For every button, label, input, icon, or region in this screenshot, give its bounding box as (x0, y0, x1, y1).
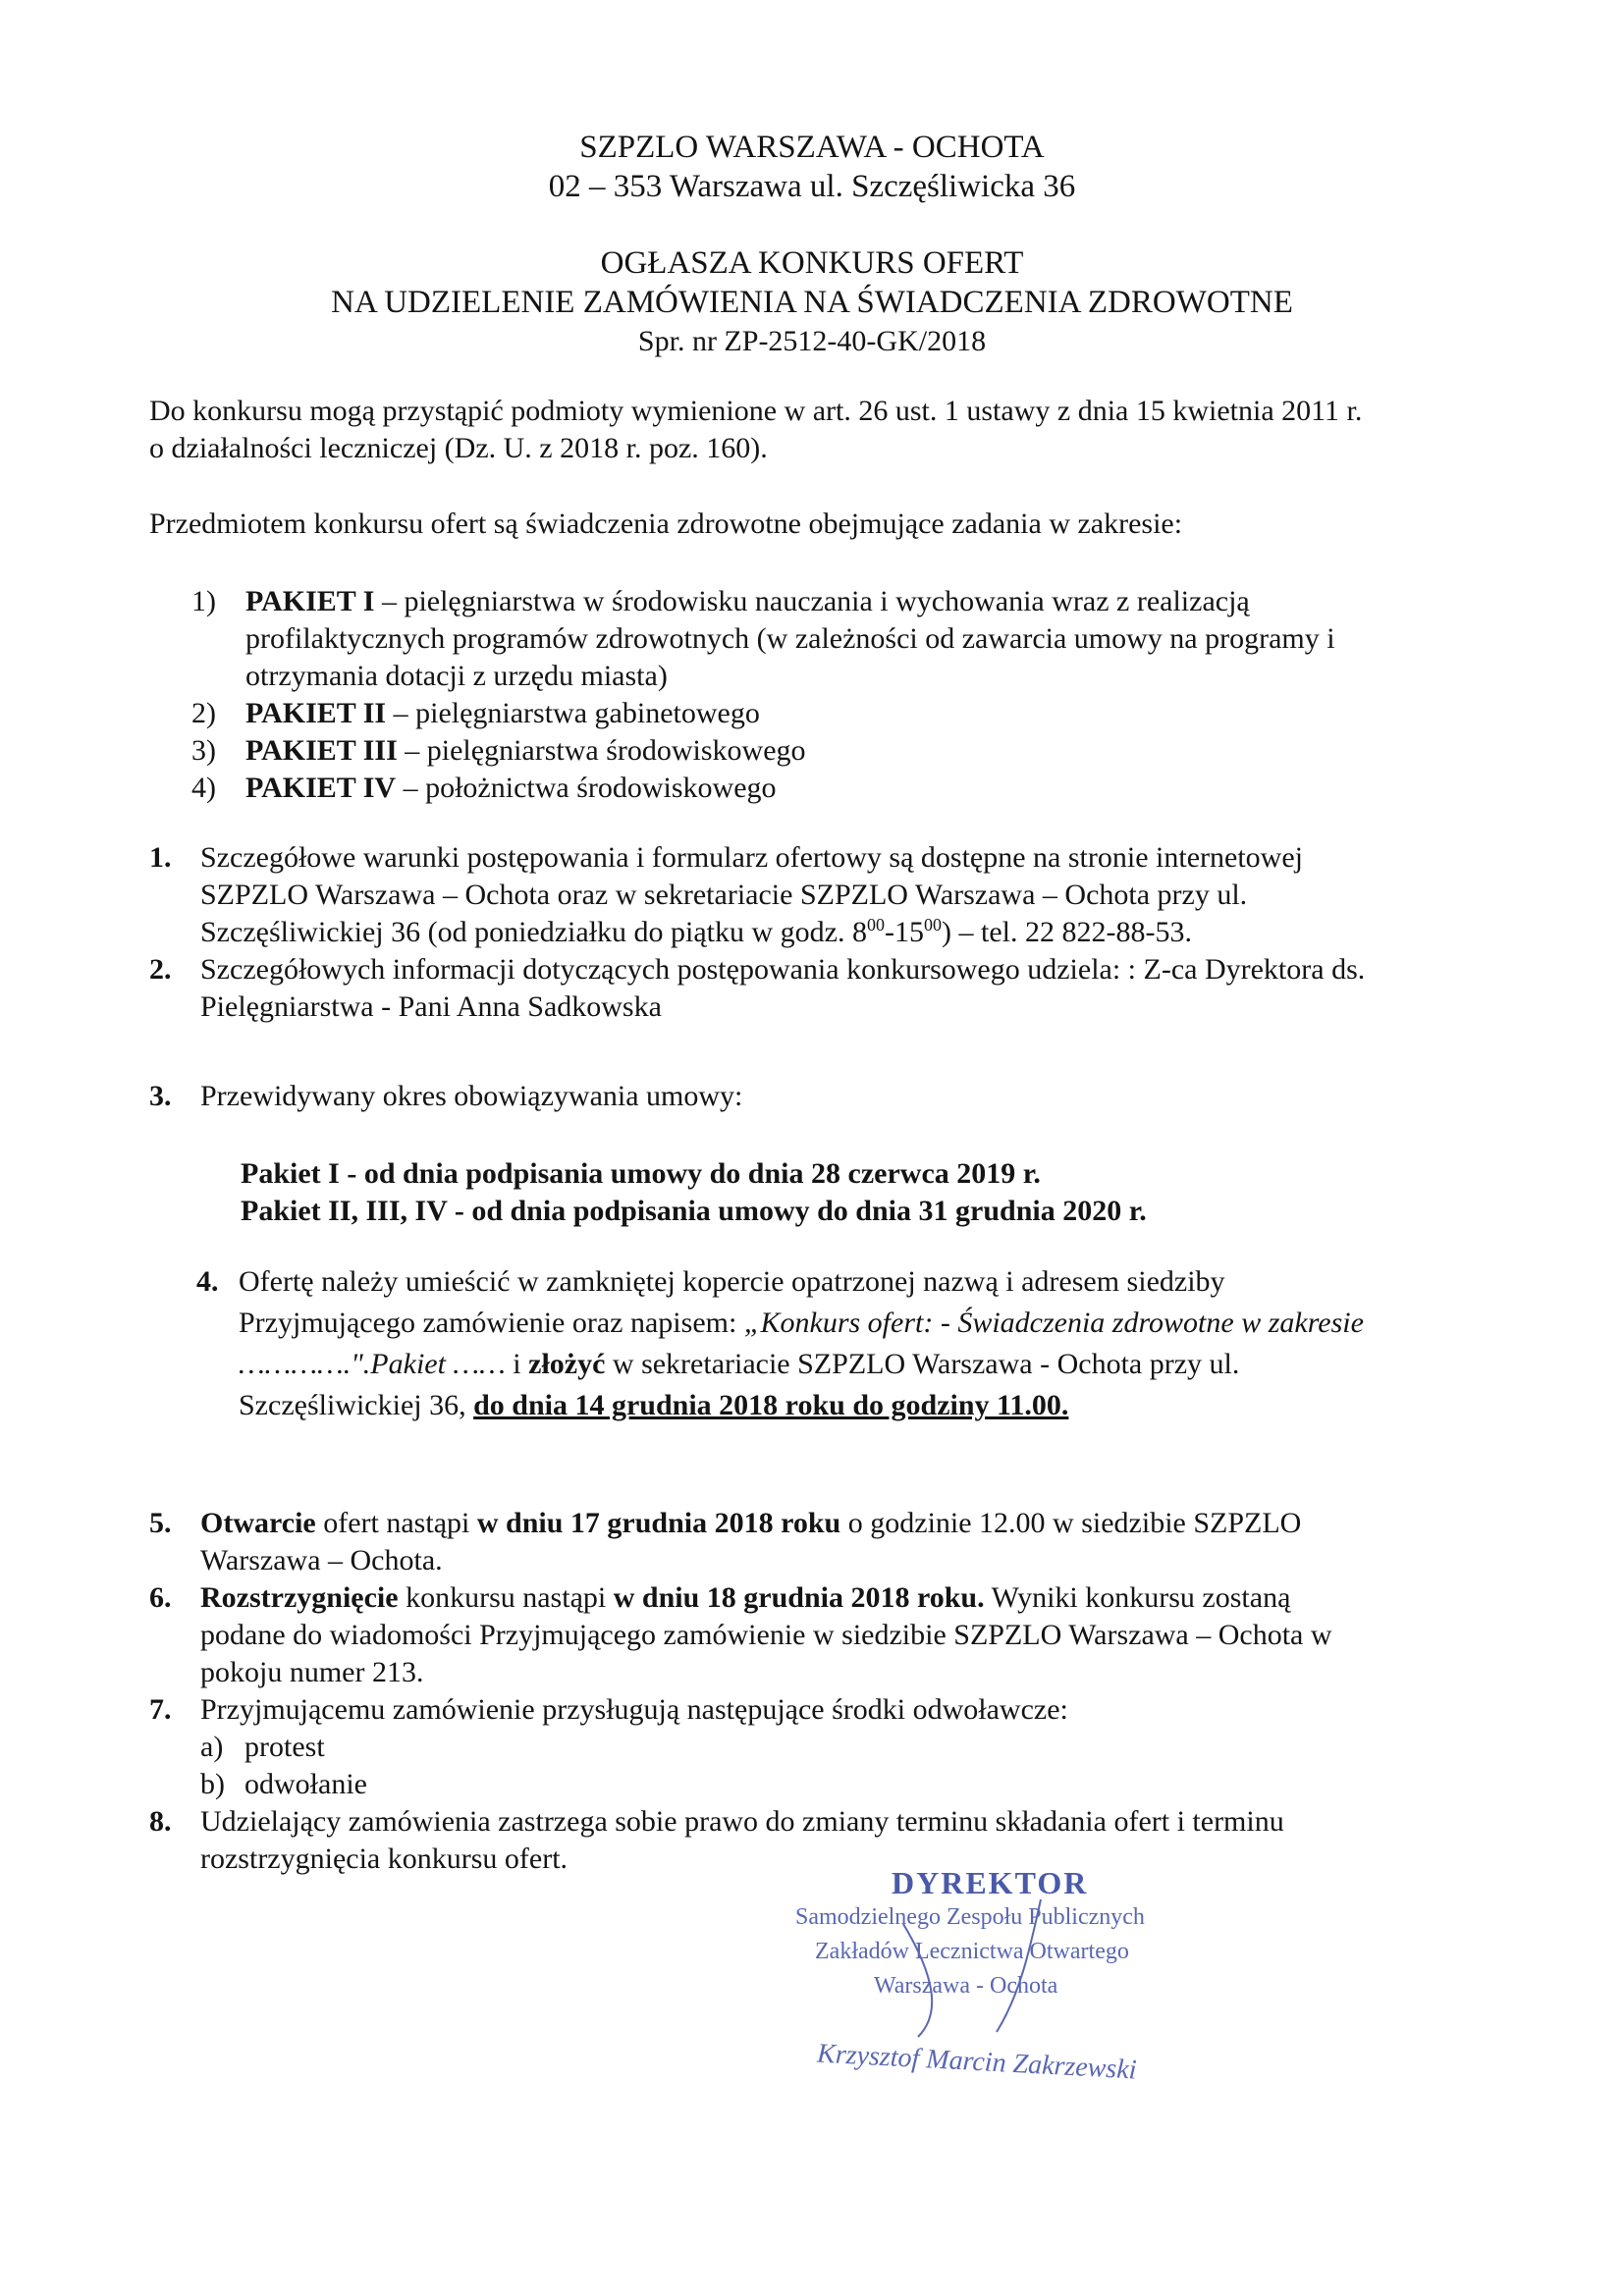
subject-paragraph: Przedmiotem konkursu ofert są świadczenia zdrowotne obejmujące zadania w zakresie: (149, 507, 1183, 540)
stamp-line: Samodzielnego Zespołu Publicznych (795, 1904, 1145, 1930)
rule-body: Ofertę należy umieścić w zamkniętej kopercie opatrzonej nazwą i adresem siedziby Przyjmującego zamówienie oraz napisem: „Konkurs ofert: - Świadczenia zdrowotne w zakresie ………….".Pakiet …… i złożyć w sekretariacie SZPZLO Warszawa - Ochota przy ul. Szczęśliwickiej 36, do dnia 14 grudnia 2018 roku do godziny 11.00. (239, 1265, 1364, 1421)
package-description: – położnictwa środowiskowego (396, 772, 777, 804)
rule-item (149, 951, 1514, 1026)
rule-item (149, 1691, 1514, 1803)
package-item (191, 695, 1507, 732)
package-number: 3) (191, 734, 216, 767)
remedy-item: b) odwołanie (200, 1768, 367, 1800)
announce-line: OGŁASZA KONKURS OFERT (600, 245, 1024, 281)
rule-item (149, 1505, 1514, 1579)
term-line: Pakiet I - od dnia podpisania umowy do dnia 28 czerwca 2019 r. (241, 1157, 1041, 1190)
package-name: PAKIET IV (245, 772, 397, 804)
rule-body: Rozstrzygnięcie konkursu nastąpi w dniu 18 grudnia 2018 roku. Wyniki konkursu zostaną podane do wiadomości Przyjmującego zamówienie w siedzibie SZPZLO Warszawa – Ochota w pokoju numer 213. (200, 1581, 1332, 1688)
director-stamp (795, 1865, 1227, 2120)
package-description: – pielęgniarstwa gabinetowego (386, 697, 760, 729)
rule-body: Przyjmującemu zamówienie przysługują następujące środki odwoławcze: a) protest b) odwołanie (200, 1691, 1514, 1803)
package-name: PAKIET II (245, 697, 387, 729)
term-line: Pakiet II, III, IV - od dnia podpisania umowy do dnia 31 grudnia 2020 r. (241, 1195, 1147, 1227)
rule-number: 5. (149, 1507, 172, 1539)
package-number: 1) (191, 585, 216, 617)
header-title (0, 243, 1624, 361)
package-item (191, 770, 1507, 807)
rule-body: Udzielający zamówienia zastrzega sobie prawo do zmiany terminu składania ofert i terminu rozstrzygnięcia konkursu ofert. (200, 1805, 1284, 1875)
org-name: SZPZLO WARSZAWA - OCHOTA (579, 130, 1045, 165)
rule-number: 7. (149, 1693, 172, 1726)
rule-body: Przewidywany okres obowiązywania umowy: (200, 1080, 743, 1112)
rules-list-2 (149, 1078, 1514, 1115)
rule-body: Szczegółowe warunki postępowania i formularz ofertowy są dostępne na stronie internetowej SZPZLO Warszawa – Ochota oraz w sekretariacie SZPZLO Warszawa – Ochota przy ul. Szczęśliwickiej 36 (od poniedziałku do piątku w godz. $8^{00}-15^{00}$) – tel. 22 822-88-53. (200, 841, 1303, 948)
rule-number: 3. (149, 1080, 172, 1112)
rule-body: Otwarcie ofert nastąpi w dniu 17 grudnia 2018 roku o godzinie 12.00 w siedzibie SZPZLO Warszawa – Ochota. (200, 1507, 1302, 1576)
package-name: PAKIET I (245, 585, 375, 617)
rule-number: 8. (149, 1805, 172, 1838)
rule-number: 2. (149, 953, 172, 986)
package-description-cont: otrzymania dotacji z urzędu miasta) (245, 660, 668, 692)
intro-paragraph (149, 393, 1494, 467)
offer-instructions (196, 1261, 1512, 1426)
rule-number: 6. (149, 1581, 172, 1614)
package-number: 2) (191, 697, 216, 729)
signature-scribble (795, 1865, 1227, 2042)
remedy-item: a) protest (200, 1731, 325, 1763)
signature-name: Krzysztof Marcin Zakrzewski (816, 2038, 1138, 2086)
rule-number: 4. (196, 1265, 219, 1298)
rules-list-3 (149, 1505, 1514, 1878)
intro-line: Do konkursu mogą przystąpić podmioty wymienione w art. 26 ust. 1 ustawy z dnia 15 kwietnia 2011 r. (149, 395, 1363, 427)
package-number: 4) (191, 772, 216, 804)
case-number: Spr. nr ZP-2512-40-GK/2018 (637, 325, 987, 357)
package-item (191, 732, 1507, 770)
submission-deadline: do dnia 14 grudnia 2018 roku do godziny 11.00. (473, 1389, 1069, 1421)
package-description: – pielęgniarstwa środowiskowego (397, 734, 806, 767)
rule-number: 1. (149, 841, 172, 874)
intro-line: o działalności leczniczej (Dz. U. z 2018 r. poz. 160). (149, 432, 768, 464)
rule-body: Szczegółowych informacji dotyczących postępowania konkursowego udziela: : Z-ca Dyrektora ds. Pielęgniarstwa - Pani Anna Sadkowska (200, 953, 1366, 1023)
package-item (191, 579, 1507, 695)
stamp-line: Warszawa - Ochota (874, 1973, 1058, 1999)
package-name: PAKIET III (245, 734, 398, 767)
title-line: NA UDZIELENIE ZAMÓWIENIA NA ŚWIADCZENIA ZDROWOTNE (331, 285, 1293, 320)
rule-item (149, 1579, 1514, 1691)
stamp-line: Zakładów Lecznictwa Otwartego (815, 1939, 1129, 1964)
rule-item (149, 839, 1514, 951)
rules-list-1 (149, 839, 1514, 1026)
package-description: – pielęgniarstwa w środowisku nauczania i wychowania wraz z realizacją (374, 585, 1250, 617)
package-description-cont: profilaktycznych programów zdrowotnych (w zależności od zawarcia umowy na programy i (245, 622, 1335, 655)
stamp-title: DYREKTOR (892, 1865, 1089, 1900)
remedy-list (200, 1729, 1514, 1803)
package-list (191, 579, 1507, 807)
header-organization (0, 128, 1624, 206)
org-address: 02 – 353 Warszawa ul. Szczęśliwicka 36 (548, 169, 1076, 204)
rule-item (149, 1078, 1514, 1115)
